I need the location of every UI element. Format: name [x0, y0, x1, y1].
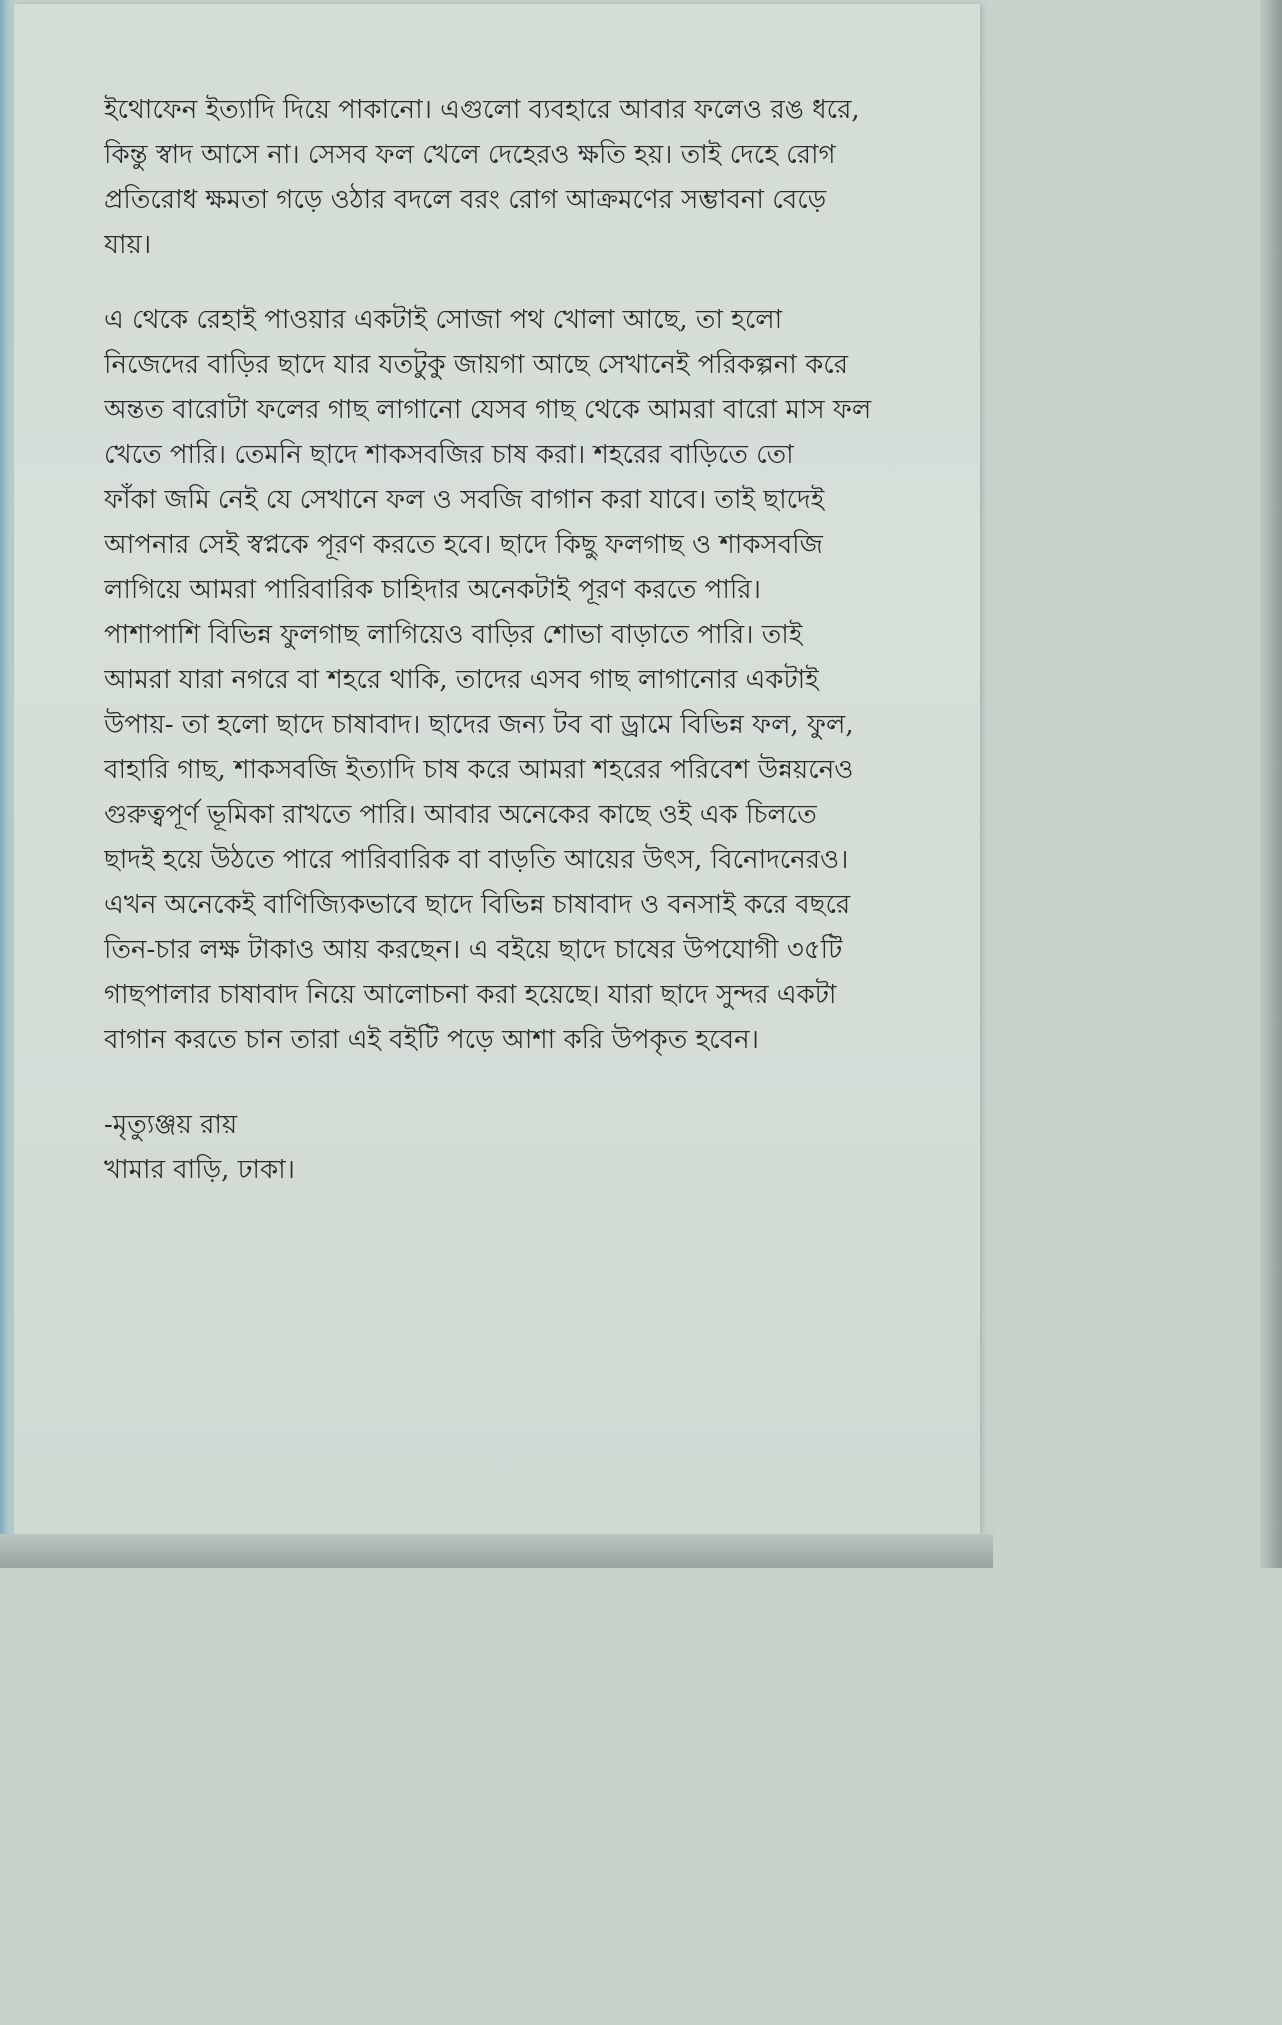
text-line: তিন-চার লক্ষ টাকাও আয় করছেন। এ বইয়ে ছাদে চাষের উপযোগী ৩৫টি	[104, 935, 843, 965]
text-line: অন্তত বারোটা ফলের গাছ লাগানো যেসব গাছ থেকে আমরা বারো মাস ফল	[104, 395, 872, 425]
text-line: গাছপালার চাষাবাদ নিয়ে আলোচনা করা হয়েছে। যারা ছাদে সুন্দর একটা	[104, 980, 837, 1010]
text-line: পাশাপাশি বিভিন্ন ফুলগাছ লাগিয়েও বাড়ির শোভা বাড়াতে পারি। তাই	[104, 620, 803, 650]
text-line: লাগিয়ে আমরা পারিবারিক চাহিদার অনেকটাই পূরণ করতে পারি।	[104, 575, 761, 605]
text-line: ইথোফেন ইত্যাদি দিয়ে পাকানো। এগুলো ব্যবহারে আবার ফলেও রঙ ধরে,	[104, 95, 860, 125]
author-place: খামার বাড়ি, ঢাকা।	[104, 1155, 295, 1185]
text-line: প্রতিরোধ ক্ষমতা গড়ে ওঠার বদলে বরং রোগ আক্রমণের সম্ভাবনা বেড়ে	[104, 185, 827, 215]
signature-block	[104, 1103, 944, 1193]
paragraph-1	[104, 88, 944, 268]
text-line: ফাঁকা জমি নেই যে সেখানে ফল ও সবজি বাগান করা যাবে। তাই ছাদেই	[104, 485, 825, 515]
page-edge-shadow	[1260, 0, 1282, 1568]
text-line: এ থেকে রেহাই পাওয়ার একটাই সোজা পথ খোলা আছে, তা হলো	[104, 305, 783, 335]
paragraph-gap	[104, 268, 944, 298]
text-line: যায়।	[104, 230, 152, 260]
text-line: বাগান করতে চান তারা এই বইটি পড়ে আশা করি উপকৃত হবেন।	[104, 1025, 759, 1055]
author-name: -মৃত্যুঞ্জয় রায়	[104, 1110, 238, 1140]
text-line: আপনার সেই স্বপ্নকে পূরণ করতে হবে। ছাদে কিছু ফলগাছ ও শাকসবজি	[104, 530, 823, 560]
text-line: খেতে পারি। তেমনি ছাদে শাকসবজির চাষ করা। শহরের বাড়িতে তো	[104, 440, 794, 470]
paragraph-2	[104, 298, 944, 1063]
text-line: কিন্তু স্বাদ আসে না। সেসব ফল খেলে দেহেরও ক্ষতি হয়। তাই দেহে রোগ	[104, 140, 836, 170]
page-text	[104, 88, 944, 1193]
bottom-edge	[0, 1534, 993, 1568]
text-line: আমরা যারা নগরে বা শহরে থাকি, তাদের এসব গাছ লাগানোর একটাই	[104, 665, 819, 695]
text-line: নিজেদের বাড়ির ছাদে যার যতটুকু জায়গা আছে সেখানেই পরিকল্পনা করে	[104, 350, 849, 380]
text-line: গুরুত্বপূর্ণ ভূমিকা রাখতে পারি। আবার অনেকের কাছে ওই এক চিলতে	[104, 800, 817, 830]
text-line: বাহারি গাছ, শাকসবজি ইত্যাদি চাষ করে আমরা শহরের পরিবেশ উন্নয়নেও	[104, 755, 854, 785]
text-line: উপায়- তা হলো ছাদে চাষাবাদ। ছাদের জন্য টব বা ড্রামে বিভিন্ন ফল, ফুল,	[104, 710, 854, 740]
text-line: এখন অনেকেই বাণিজ্যিকভাবে ছাদে বিভিন্ন চাষাবাদ ও বনসাই করে বছরে	[104, 890, 851, 920]
text-line: ছাদই হয়ে উঠতে পারে পারিবারিক বা বাড়তি আয়ের উৎস, বিনোদনেরও।	[104, 845, 849, 875]
